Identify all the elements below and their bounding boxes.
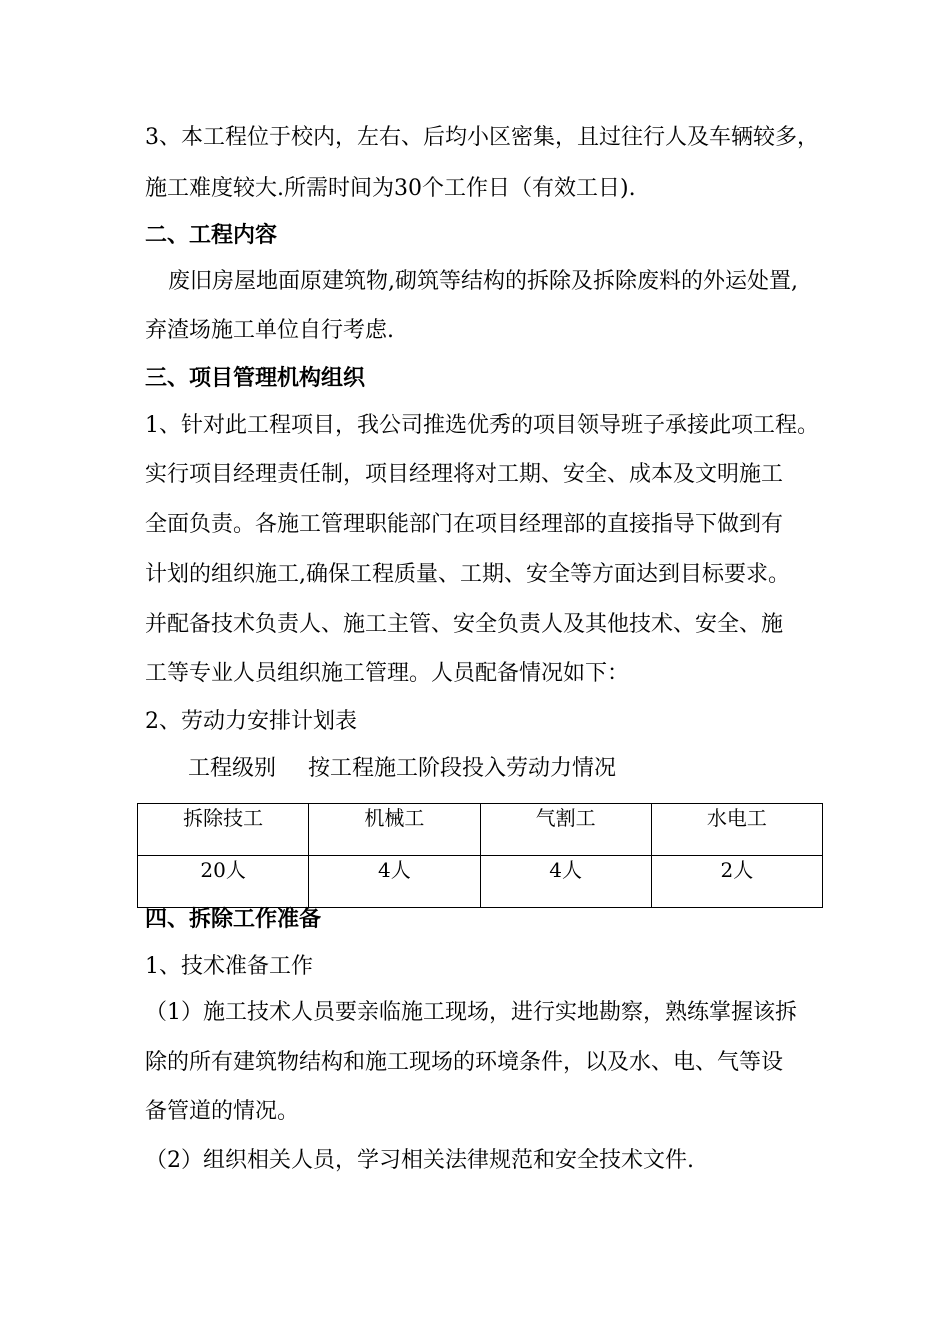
paragraph-line: 全面负责。各施工管理职能部门在项目经理部的直接指导下做到有: [145, 512, 784, 537]
paragraph-line: 废旧房屋地面原建筑物,砌筑等结构的拆除及拆除废料的外运处置,: [168, 269, 798, 294]
paragraph-line: 弃渣场施工单位自行考虑.: [145, 318, 394, 343]
section-heading: 二、工程内容: [145, 223, 278, 248]
paragraph-line: （2）组织相关人员，学习相关法律规范和安全技术文件.: [145, 1148, 694, 1173]
paragraph-line: （1）施工技术人员要亲临施工现场，进行实地勘察，熟练掌握该拆: [145, 1000, 797, 1025]
table-cell: 4人: [480, 856, 651, 908]
labor-plan-table: [137, 803, 823, 908]
table-header-cell: 机械工: [309, 804, 480, 856]
subsection-title: 1、技术准备工作: [145, 954, 313, 979]
paragraph-line: 1、针对此工程项目，我公司推选优秀的项目领导班子承接此项工程。: [145, 413, 819, 438]
section-heading: 三、项目管理机构组织: [145, 366, 366, 391]
table-caption: [188, 754, 617, 784]
table-header-cell: 气割工: [480, 804, 651, 856]
paragraph-line: 工等专业人员组织施工管理。人员配备情况如下：: [145, 661, 630, 686]
section-heading: 四、拆除工作准备: [145, 907, 322, 932]
table-cell: 4人: [309, 856, 480, 908]
paragraph-line: 计划的组织施工,确保工程质量、工期、安全等方面达到目标要求。: [145, 562, 790, 587]
table-caption-col1: 工程级别: [188, 756, 277, 781]
paragraph-line: 备管道的情况。: [145, 1099, 300, 1124]
paragraph-line: 除的所有建筑物结构和施工现场的环境条件，以及水、电、气等设: [145, 1050, 784, 1075]
table-row: [138, 856, 823, 908]
table-title: 2、劳动力安排计划表: [145, 709, 357, 734]
table-header-cell: 拆除技工: [138, 804, 309, 856]
table-cell: 2人: [651, 856, 822, 908]
table-header-row: [138, 804, 823, 856]
table-caption-col2: 按工程施工阶段投入劳动力情况: [308, 756, 617, 781]
table-cell: 20人: [138, 856, 309, 908]
paragraph-line: 3、本工程位于校内，左右、后均小区密集，且过往行人及车辆较多，: [145, 125, 819, 150]
paragraph-line: 施工难度较大.所需时间为30个工作日（有效工日).: [145, 176, 636, 201]
paragraph-line: 实行项目经理责任制，项目经理将对工期、安全、成本及文明施工: [145, 462, 784, 487]
paragraph-line: 并配备技术负责人、施工主管、安全负责人及其他技术、安全、施: [145, 612, 784, 637]
table-header-cell: 水电工: [651, 804, 822, 856]
